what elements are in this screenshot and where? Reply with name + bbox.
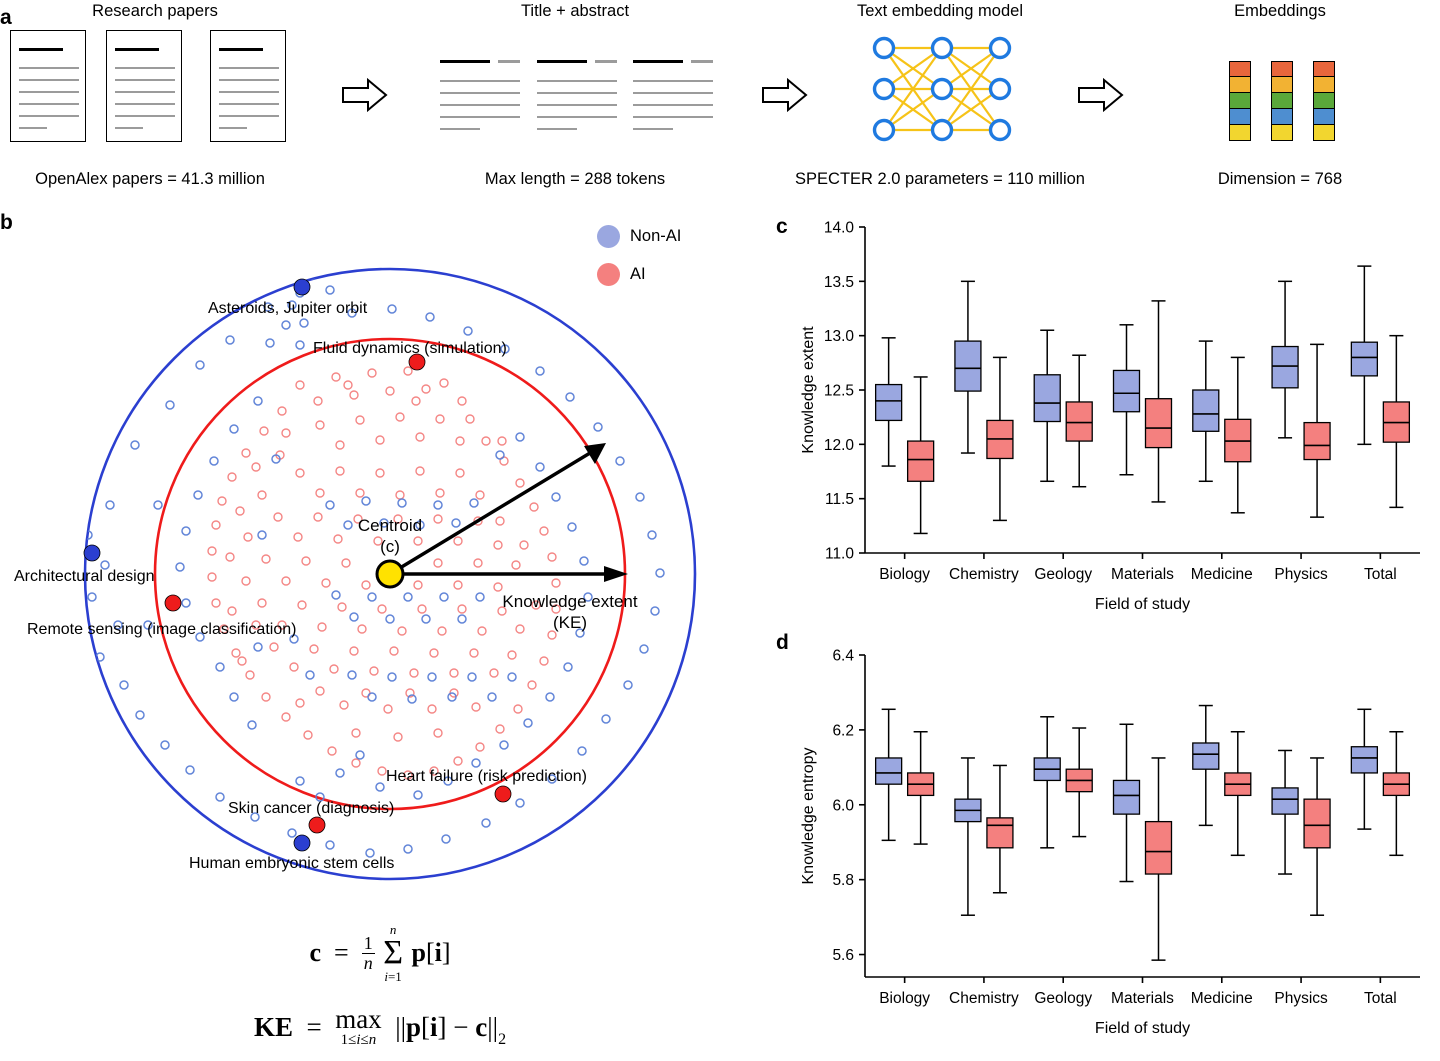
panel-c-plot	[760, 205, 1440, 625]
x-tick-label: Physics	[1274, 990, 1328, 1007]
legend-label-non-ai: Non-AI	[630, 227, 682, 245]
x-tick-label: Materials	[1111, 990, 1174, 1007]
box-nonai-chemistry	[955, 341, 981, 391]
box-ai-physics	[1304, 423, 1330, 460]
annotation-point-non-ai	[84, 545, 100, 561]
x-tick-label: Total	[1363, 990, 1397, 1007]
embedding-stack	[1229, 62, 1251, 141]
embedding-stack	[1313, 62, 1335, 141]
centroid-label-line1: Centroid	[357, 516, 423, 535]
paper-sheet	[210, 30, 286, 142]
x-tick-label: Chemistry	[949, 566, 1019, 583]
y-tick-label: 13.5	[823, 273, 854, 291]
y-tick-label: 12.0	[823, 436, 854, 454]
annotation-point-non-ai	[294, 279, 310, 295]
box-ai-physics	[1304, 799, 1330, 848]
ke-label-line2: (KE)	[553, 613, 587, 633]
x-tick-label: Biology	[879, 990, 931, 1007]
annotation-point-ai	[165, 595, 181, 611]
x-tick-label: Medicine	[1190, 566, 1253, 583]
abstract-block	[537, 54, 625, 134]
y-tick-label: 13.0	[823, 328, 854, 346]
box-nonai-geology	[1034, 375, 1060, 422]
box-nonai-medicine	[1193, 743, 1219, 769]
box-nonai-materials	[1114, 780, 1140, 814]
box-ai-biology	[908, 441, 934, 481]
embedding-stack	[1271, 62, 1293, 141]
box-ai-chemistry	[987, 818, 1013, 848]
annotation-point-non-ai	[294, 835, 310, 851]
y-tick-label: 12.5	[823, 382, 854, 400]
annotation-label-architectural-design: Architectural design	[14, 568, 155, 585]
ke-label-line1: Knowledge extent	[502, 592, 638, 611]
stage-2-caption: Max length = 288 tokens	[484, 170, 666, 188]
y-tick-label: 6.0	[832, 797, 854, 815]
right-arrow-outline-icon	[762, 78, 808, 112]
stage-1-title: Research papers	[92, 2, 218, 20]
centroid-formula: c = $\frac{1}{n}$ n Σ i=1 p[i]	[309, 922, 451, 984]
annotation-label-skin-cancer: Skin cancer (diagnosis)	[228, 800, 395, 817]
x-axis-title: Field of study	[1094, 1020, 1191, 1037]
x-tick-label: Geology	[1034, 990, 1093, 1007]
box-ai-materials	[1146, 399, 1172, 448]
stage-1-caption: OpenAlex papers = 41.3 million	[35, 170, 265, 188]
annotation-label-remote-sensing: Remote sensing (image classification)	[27, 621, 297, 638]
annotation-label-asteroids: Asteroids, Jupiter orbit	[208, 300, 368, 317]
x-tick-label: Materials	[1111, 566, 1174, 583]
box-nonai-physics	[1272, 788, 1298, 814]
legend-label-ai: AI	[630, 265, 646, 283]
box-nonai-biology	[876, 385, 902, 421]
right-arrow-outline-icon	[342, 78, 388, 112]
box-nonai-physics	[1272, 347, 1298, 388]
annotation-label-fluid-dynamics: Fluid dynamics (simulation)	[313, 340, 507, 357]
annotation-point-ai	[309, 817, 325, 833]
y-tick-label: 11.5	[824, 491, 854, 509]
y-tick-label: 14.0	[823, 219, 854, 237]
annotation-point-ai	[495, 786, 511, 802]
y-axis-title: Knowledge extent	[800, 326, 817, 454]
panel-b-letter: b	[0, 211, 13, 234]
panel-d-letter: d	[776, 631, 789, 654]
panel-d-plot	[760, 625, 1440, 1056]
ke-formula: KE = max 1≤i≤n ||p[i] − c||2	[253, 1004, 507, 1049]
paper-sheet	[10, 30, 86, 142]
y-tick-label: 6.4	[832, 647, 854, 665]
box-nonai-materials	[1114, 370, 1140, 411]
box-ai-geology	[1066, 402, 1092, 441]
x-tick-label: Medicine	[1190, 990, 1253, 1007]
knowledge-entropy-chart	[760, 625, 1440, 1056]
y-tick-label: 5.8	[832, 872, 854, 890]
abstract-block	[633, 54, 721, 134]
panel-c-letter: c	[776, 215, 788, 238]
right-arrow-outline-icon	[1078, 78, 1124, 112]
centroid-label-line2: (c)	[380, 537, 400, 557]
scatter-panel	[0, 205, 760, 1056]
box-nonai-biology	[876, 758, 902, 784]
y-tick-label: 11.0	[824, 545, 854, 563]
box-nonai-total	[1351, 342, 1377, 376]
x-axis-title: Field of study	[1094, 596, 1191, 613]
paper-sheet	[106, 30, 182, 142]
box-nonai-total	[1351, 747, 1377, 773]
stage-4-caption: Dimension = 768	[1217, 170, 1343, 188]
x-tick-label: Geology	[1034, 566, 1093, 583]
x-tick-label: Physics	[1274, 566, 1328, 583]
box-ai-materials	[1146, 822, 1172, 874]
y-axis-title: Knowledge entropy	[800, 747, 817, 885]
knowledge-extent-chart	[760, 205, 1440, 625]
panel-a-letter: a	[0, 6, 12, 29]
stage-4-title: Embeddings	[1234, 2, 1326, 20]
abstract-block	[440, 54, 528, 134]
y-tick-label: 5.6	[832, 947, 854, 965]
x-tick-label: Biology	[879, 566, 931, 583]
centroid-marker	[377, 561, 403, 587]
neural-network-icon	[862, 30, 1022, 148]
stage-3-caption: SPECTER 2.0 parameters = 110 million	[795, 170, 1085, 188]
x-tick-label: Total	[1363, 566, 1397, 583]
stage-3-title: Text embedding model	[856, 2, 1023, 20]
box-nonai-medicine	[1193, 390, 1219, 431]
annotation-label-stem-cells: Human embryonic stem cells	[189, 855, 395, 872]
x-tick-label: Chemistry	[949, 990, 1019, 1007]
y-tick-label: 6.2	[832, 722, 854, 740]
annotation-label-heart-failure: Heart failure (risk prediction)	[386, 768, 587, 785]
pipeline-panel	[0, 0, 1440, 205]
stage-2-title: Title + abstract	[520, 2, 630, 20]
